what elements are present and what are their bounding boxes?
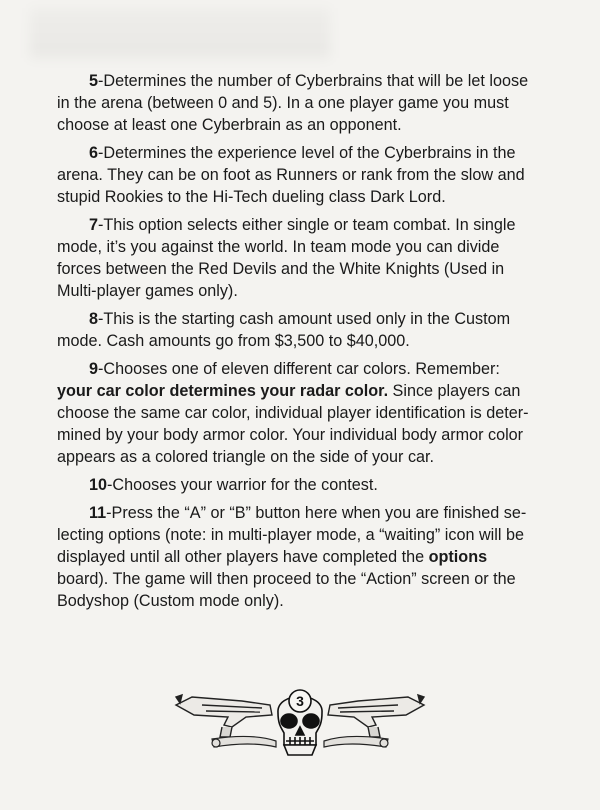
para7-line2: mode, it’s you against the world. In team mode you can divide bbox=[57, 238, 500, 256]
item-number-8: 8 bbox=[89, 310, 99, 328]
skull-guns-emblem bbox=[172, 675, 428, 771]
para6-line3: stupid Rookies to the Hi-Tech dueling class Dark Lord. bbox=[57, 188, 446, 206]
options-emphasis: options bbox=[428, 548, 488, 566]
para10-line1: -Chooses your warrior for the contest. bbox=[107, 476, 378, 494]
para9-line5: appears as a colored triangle on the side of your car. bbox=[57, 448, 435, 466]
skull-guns-emblem-icon bbox=[172, 675, 428, 771]
para5-line3: choose at least one Cyberbrain as an opponent. bbox=[57, 116, 402, 134]
paragraph-11 bbox=[57, 502, 542, 612]
page-number: 3 bbox=[296, 693, 304, 709]
para11-line5: Bodyshop (Custom mode only). bbox=[57, 592, 284, 610]
para9-line1: -Chooses one of eleven different car colors. Remember: bbox=[98, 360, 500, 378]
para9-line2-tail: Since players can bbox=[388, 382, 521, 400]
item-number-10: 10 bbox=[89, 476, 108, 494]
paragraph-7 bbox=[57, 214, 542, 302]
para9-line4: mined by your body armor color. Your individual body armor color bbox=[57, 426, 524, 444]
item-number-6: 6 bbox=[89, 144, 99, 162]
para7-line3: forces between the Red Devils and the White Knights (Used in bbox=[57, 260, 505, 278]
para6-line2: arena. They can be on foot as Runners or rank from the slow and bbox=[57, 166, 525, 184]
para11-line4: board). The game will then proceed to the “Action” screen or the bbox=[57, 570, 516, 588]
paragraph-6 bbox=[57, 142, 542, 208]
para11-line2: lecting options (note: in multi-player mode, a “waiting” icon will be bbox=[57, 526, 524, 544]
para5-line2: in the arena (between 0 and 5). In a one player game you must bbox=[57, 94, 509, 112]
paragraph-5 bbox=[57, 70, 542, 136]
para11-line1: -Press the “A” or “B” button here when you are finished se- bbox=[106, 504, 527, 522]
para8-line2: mode. Cash amounts go from $3,500 to $40,000. bbox=[57, 332, 410, 350]
left-gun-icon bbox=[176, 695, 272, 737]
item-number-11: 11 bbox=[89, 504, 107, 522]
para8-line1: -This is the starting cash amount used only in the Custom bbox=[98, 310, 511, 328]
para7-line1: -This option selects either single or team combat. In single bbox=[98, 216, 516, 234]
para9-line3: choose the same car color, individual player identification is deter- bbox=[57, 404, 529, 422]
options-description-text bbox=[57, 70, 542, 618]
right-gun-icon bbox=[328, 695, 424, 737]
para6-line1: -Determines the experience level of the Cyberbrains in the bbox=[98, 144, 516, 162]
para7-line4: Multi-player games only). bbox=[57, 282, 238, 300]
radar-color-emphasis: your car color determines your radar color. bbox=[57, 382, 389, 400]
item-number-5: 5 bbox=[89, 72, 99, 90]
item-number-9: 9 bbox=[89, 360, 99, 378]
paragraph-10 bbox=[57, 474, 542, 496]
para11-line3-pre: displayed until all other players have completed the bbox=[57, 548, 429, 566]
paragraph-9 bbox=[57, 358, 542, 468]
paragraph-8 bbox=[57, 308, 542, 352]
bleed-through-shadow bbox=[30, 8, 330, 58]
item-number-7: 7 bbox=[89, 216, 99, 234]
para5-line1: -Determines the number of Cyberbrains that will be let loose bbox=[98, 72, 529, 90]
